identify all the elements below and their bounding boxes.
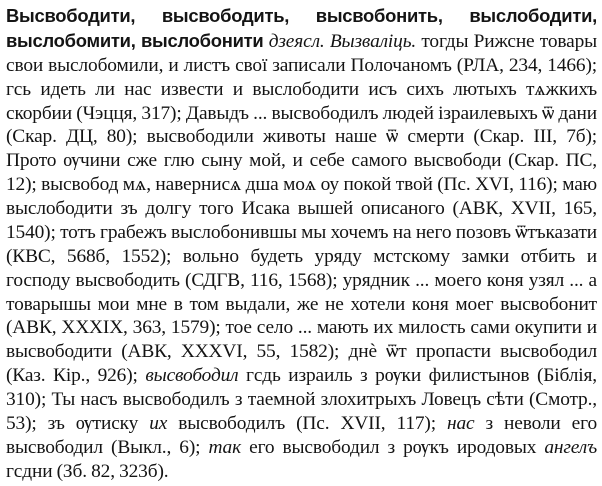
citations-text: высвободилъ (Пс. XVII, 117); — [178, 412, 436, 434]
source-reference: (Каз. Кір., 926); — [6, 365, 138, 387]
citation-word: так — [208, 436, 242, 458]
citations-text: гсдни (Зб. 82, 323б). — [6, 460, 169, 482]
citation-word: их — [149, 412, 168, 434]
citations-text: его высвободил з рѹкъ иродовых — [249, 436, 537, 458]
headword: Высвободити, высвободить, высвобонить, выслободити, выслобомити, выслобонити — [6, 5, 597, 51]
modern-equivalent: Вызваліць. — [329, 30, 417, 52]
citation-word: ангелъ — [544, 436, 597, 458]
citations-text: з неволи его высвободил (Выкл., 6); — [6, 412, 597, 458]
dictionary-entry — [6, 4, 597, 484]
citation-word: высвободил — [145, 365, 239, 387]
language-label: дзеясл. — [268, 30, 325, 52]
citations-text: гсдь израиль з рѹки филистынов (Біблія, 310); Ты насъ высвободилъ з таемной злохитрыхъ Ловецъ сѣти (Смотр., 53); зъ ѹтиску — [6, 365, 597, 434]
citation-word: нас — [447, 412, 475, 434]
citations-text: тогды Рижсне товары свои выслобомили, и листъ свої записали Полочаномъ (РЛА, 234, 1466); гсь идеть ли нас извести и выслободити исъ сихъ лютыхъ тѧжкихъ скорбии (Чэцця, 317); Давыдъ ... высвободилъ людей ізраилевыхъ ѿ дани (Скар. ДЦ, 80); высвободили животы наше ѿ смерти (Скар. III, 7б); Прото ѹчини сже глю сыну мой, и себе самого высвободи (Скар. ПС, 12); высвобод мѧ, навернисѧ дша моѧ оу покой твой (Пс. XVI, 116); маю выслободити зъ долгу того Исака вышей описаного (АВК, XVII, 165, 1540); тотъ грабежъ выслобонившы мы хочемъ на него позовъ ѿтъказати (КВС, 568б, 1552); вольно будеть уряду мстскому замки отбить и господу высвободить (СДГВ, 116, 1568); урядник ... моего коня узял ... а товарышы мои мне в том выдали, же не хотели коня моег высвобонит (АВК, XXXIX, 363, 1579); тое село ... мають их милость сами окупити и высвободити (АВК, XXXVI, 55, 1582); днѐ ѿт пропасти высвободил — [6, 30, 597, 363]
